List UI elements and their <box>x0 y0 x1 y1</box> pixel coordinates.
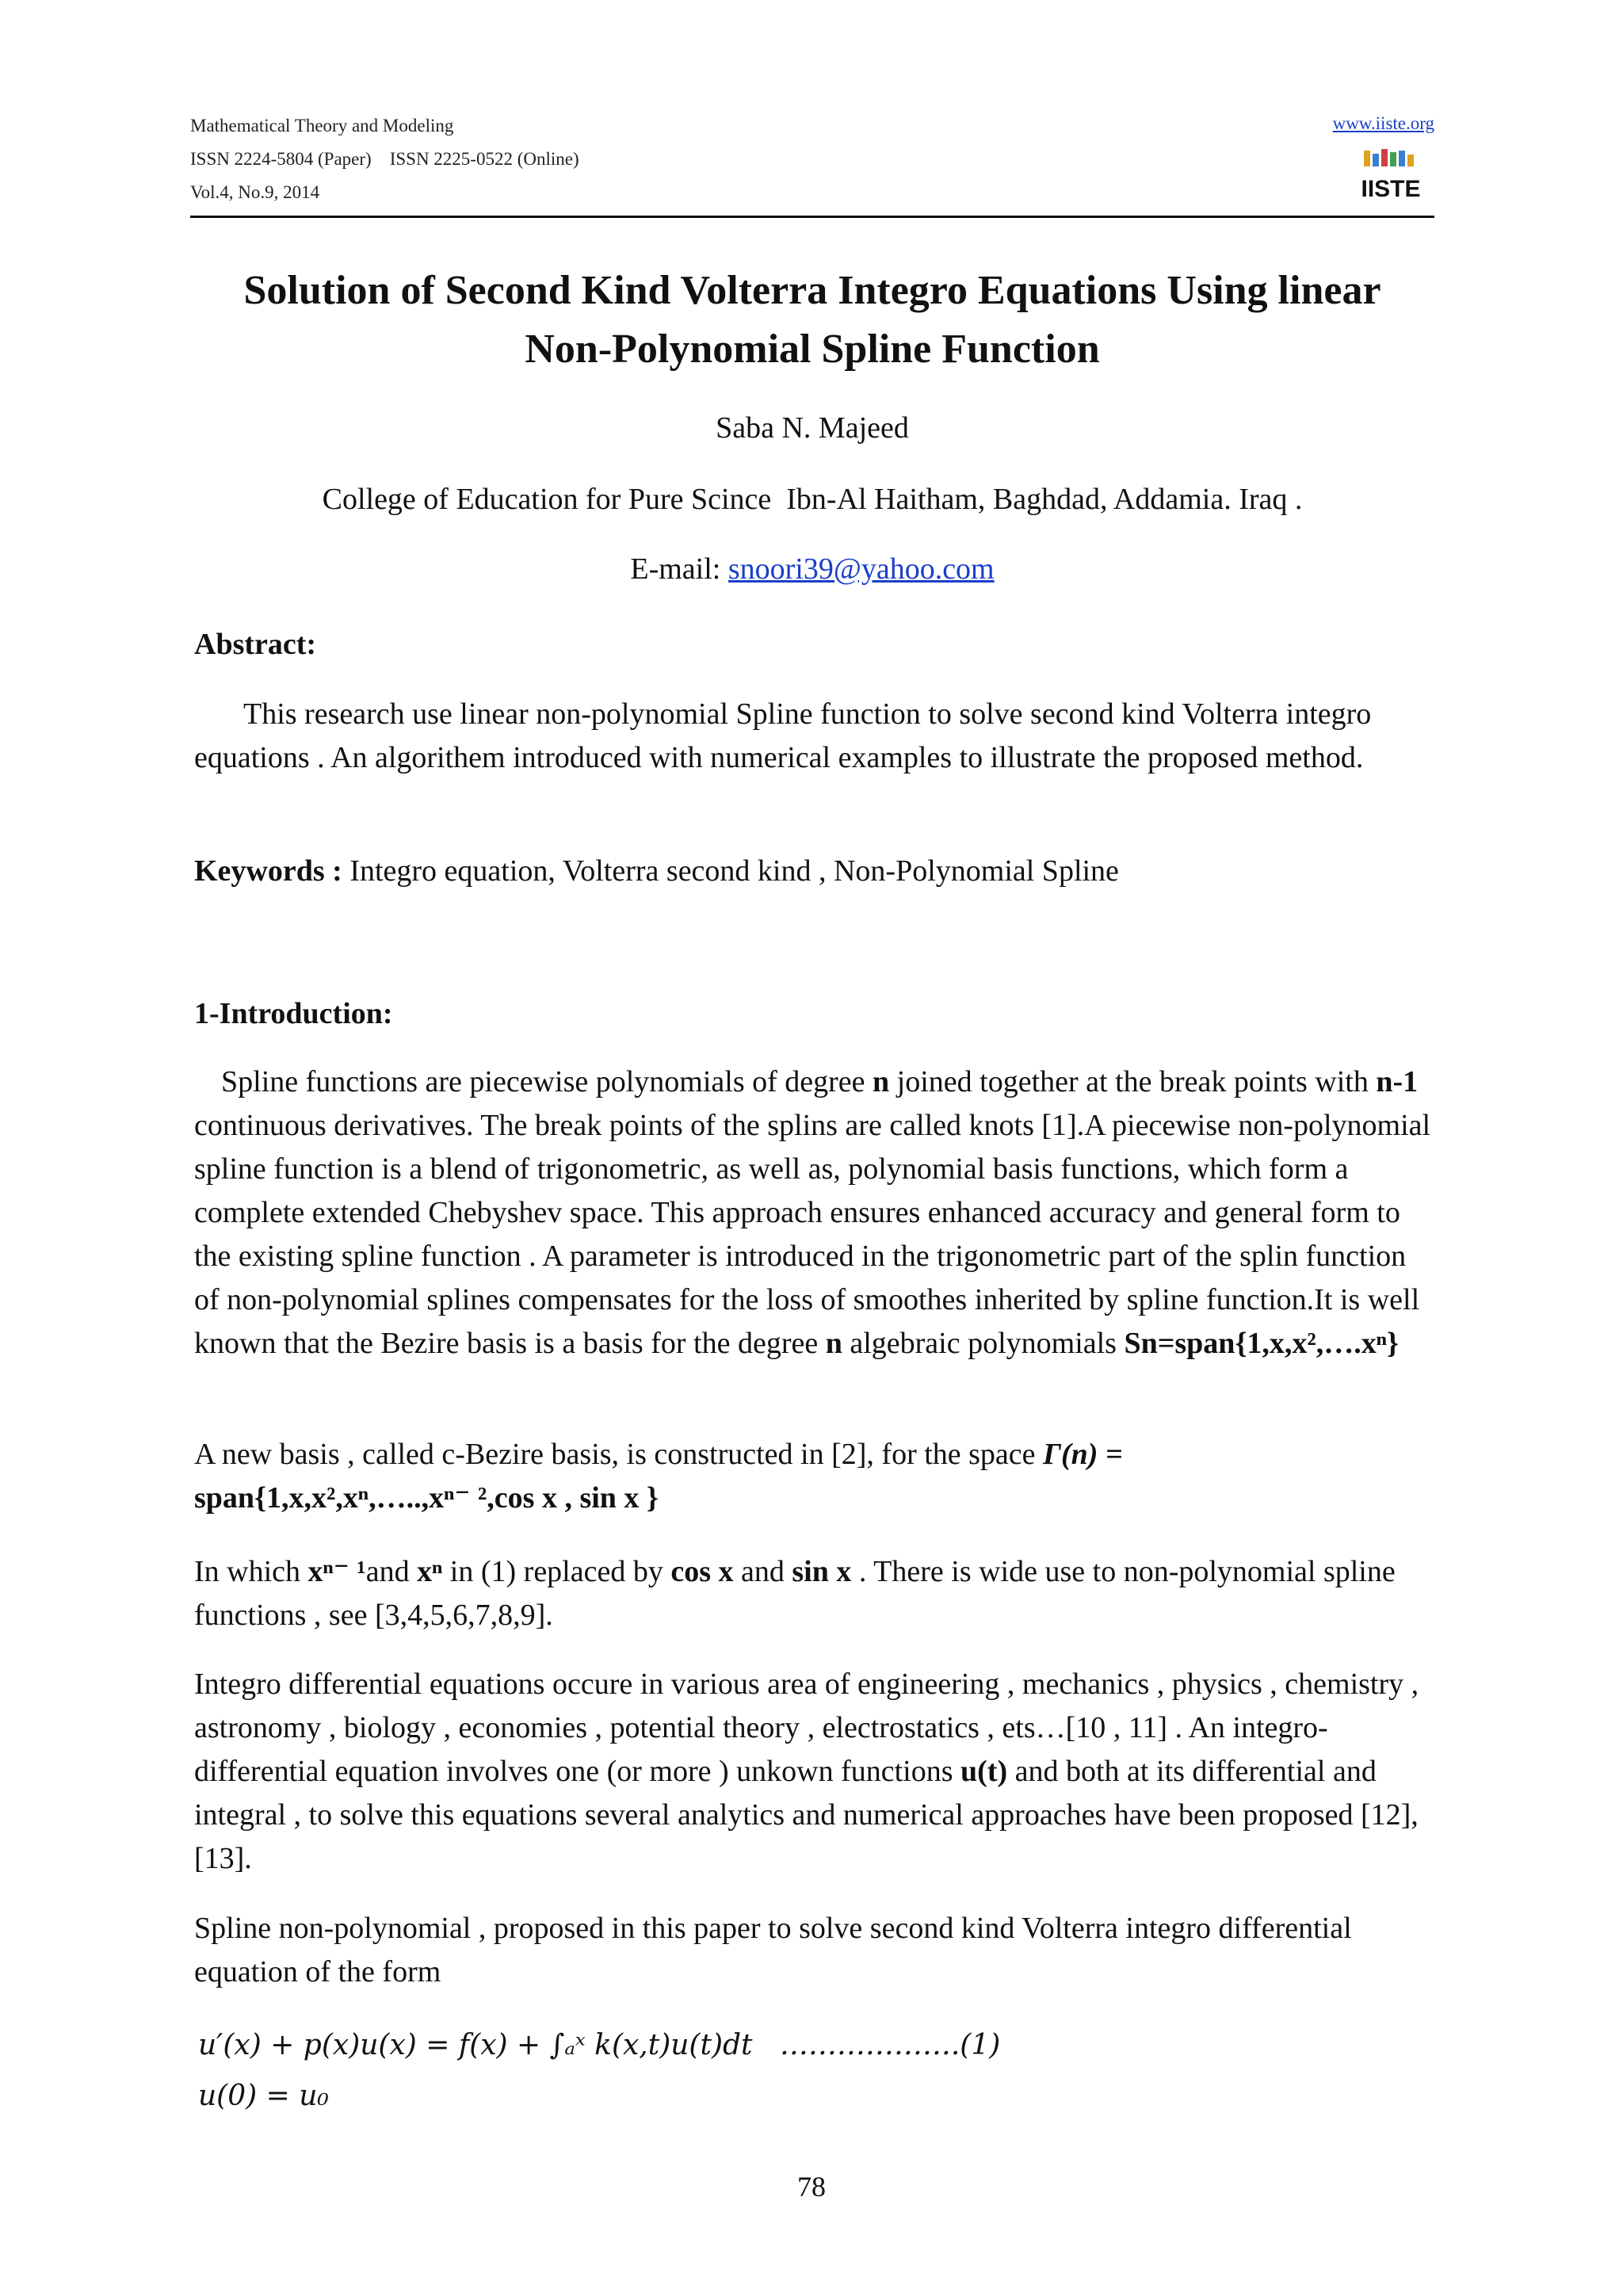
text-run: . There is wide use to non-polynomial spline functions , see [3,4,5,6,7,8,9]. <box>194 1555 1396 1632</box>
keywords-text: Integro equation, Volterra second kind , Non-Polynomial Spline <box>342 854 1119 888</box>
title-line-2: Non-Polynomial Spline Function <box>525 327 1100 372</box>
text-run: joined together at the break points with <box>889 1065 1377 1098</box>
abstract-heading: Abstract: <box>194 628 317 661</box>
text-run: In which <box>194 1555 308 1588</box>
intro-paragraph-4 <box>194 1663 1438 1881</box>
journal-url-link[interactable]: www.iiste.org <box>1332 113 1434 133</box>
paper-title <box>190 262 1434 379</box>
text-run-bold: sin x <box>792 1555 852 1588</box>
equation-initial-condition: u(0) = u₀ <box>198 2080 329 2112</box>
text-run-bold: xⁿ <box>417 1555 443 1588</box>
text-run: Integro differential equations occure in various area of engineering , mechanics , physics , chemistry , astronomy , biology , economies , potential theory , electrostatics , ets…[10 , 11] . An integro-differential equation involves one (or more ) unkown functions <box>194 1668 1419 1788</box>
email-label: E-mail: <box>630 552 728 586</box>
text-run-bold: n <box>873 1065 890 1098</box>
text-run: and <box>365 1555 418 1588</box>
header-rule <box>190 216 1434 218</box>
logo-text: IISTE <box>1361 176 1421 202</box>
intro-paragraph-2 <box>194 1433 1438 1520</box>
intro-paragraph-3 <box>194 1550 1438 1637</box>
abstract-text: This research use linear non-polynomial Spline function to solve second kind Volterra integro equations . An algorithem introduced with numerical examples to illustrate the proposed method. <box>194 697 1372 774</box>
keywords-label: Keywords : <box>194 854 342 888</box>
text-run-bold: xⁿ⁻ ¹ <box>307 1555 366 1588</box>
text-run: and both at its differential and integral , to solve this equations several analytics and numerical approaches have been proposed [12],[13]. <box>194 1755 1419 1875</box>
text-run: algebraic polynomials <box>842 1327 1125 1360</box>
equation-1: u′(x) + p(x)u(x) = f(x) + ∫ₐˣ k(x,t)u(t)dt ……………….(1) <box>198 2029 1001 2061</box>
author-name: Saba N. Majeed <box>716 411 909 445</box>
text-run: Spline functions are piecewise polynomials of degree <box>221 1065 873 1098</box>
text-run-bold: n <box>825 1327 842 1360</box>
issn-line: ISSN 2224-5804 (Paper) ISSN 2225-0522 (Online) <box>190 149 579 169</box>
journal-name: Mathematical Theory and Modeling <box>190 116 454 136</box>
email-link[interactable]: snoori39@yahoo.com <box>727 552 995 586</box>
title-line-1: Solution of Second Kind Volterra Integro Equations Using linear <box>243 268 1381 313</box>
text-run-bold: cos x <box>670 1555 734 1588</box>
span-formula: span{1,x,x²,xⁿ,…..,xⁿ⁻ ²,cos x , sin x } <box>194 1481 659 1515</box>
page-number: 78 <box>797 2171 826 2202</box>
text-run: continuous derivatives. The break points of the splins are called knots [1].A piecewise non-polynomial spline function is a blend of trigonometric, as well as, polynomial basis functions, which form a complete extended Chebyshev space. This approach ensures enhanced accuracy and general form to the existing spline function . A parameter is introduced in the trigonometric part of the splin function of non-polynomial splines compensates for the loss of smoothes inherited by spline function.It is well known that the Bezire basis is a basis for the degree <box>194 1109 1431 1360</box>
iiste-logo <box>1361 147 1421 203</box>
intro-heading: 1-Introduction: <box>194 997 393 1030</box>
text-run: A new basis , called c-Bezire basis, is constructed in [2], for the space <box>194 1438 1044 1471</box>
text-run: and <box>733 1555 792 1588</box>
volume-line: Vol.4, No.9, 2014 <box>190 182 320 202</box>
text-run-bold: n-1 <box>1376 1065 1419 1098</box>
affiliation: College of Education for Pure Scince Ibn-Al Haitham, Baghdad, Addamia. Iraq . <box>322 483 1303 516</box>
text-run: in (1) replaced by <box>442 1555 671 1588</box>
email-line <box>190 552 1434 586</box>
keywords <box>194 850 1438 893</box>
intro-paragraph-1 <box>194 1060 1438 1366</box>
text-run-bold: u(t) <box>960 1755 1008 1788</box>
intro-paragraph-5: Spline non-polynomial , proposed in this paper to solve second kind Volterra integro differential equation of the form <box>194 1912 1352 1988</box>
gamma-symbol: Γ(n) = <box>1043 1438 1123 1471</box>
span-formula: Sn=span{1,x,x²,….xⁿ} <box>1124 1327 1399 1360</box>
